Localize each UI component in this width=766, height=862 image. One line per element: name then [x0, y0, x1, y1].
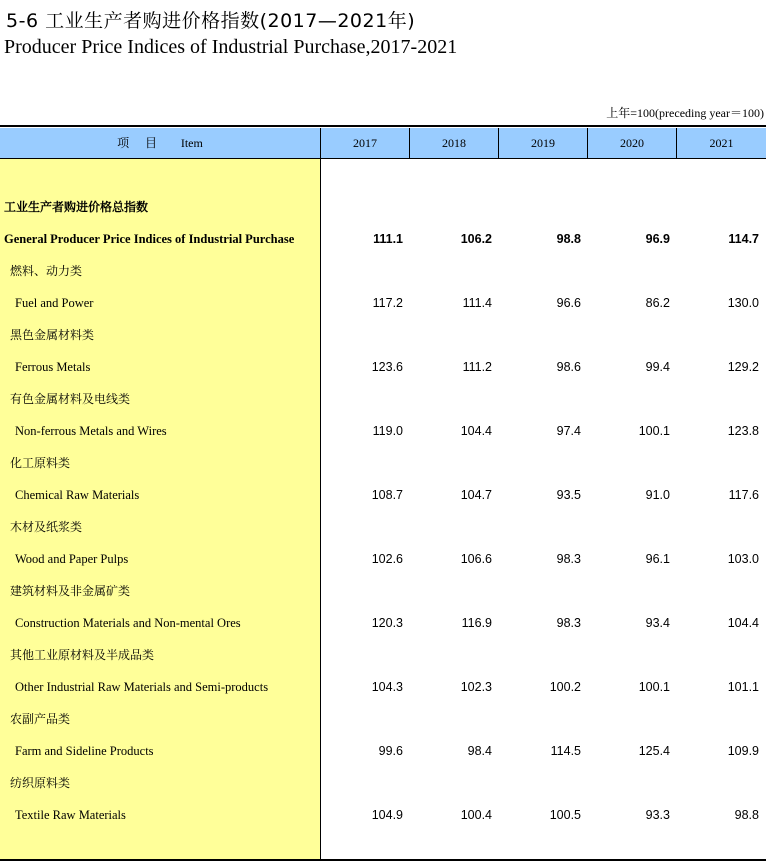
value-cell-2017: 119.0	[372, 424, 403, 438]
value-cell-2017: 120.3	[371, 616, 403, 630]
value-cell-2017: 117.2	[372, 296, 403, 310]
row-label-english: Fuel and Power	[15, 296, 94, 310]
table-top-rule	[0, 125, 766, 127]
header-item-en: Item	[180, 136, 203, 150]
row-label-english: Non-ferrous Metals and Wires	[15, 424, 167, 438]
table-row-label-cn	[0, 767, 766, 799]
row-label-chinese: 有色金属材料及电线类	[10, 392, 131, 406]
table-row	[0, 287, 766, 319]
value-cell-2021: 114.7	[728, 232, 759, 246]
value-cell-2021: 103.0	[727, 552, 759, 566]
value-cell-2020: 86.2	[645, 296, 670, 310]
table-row	[0, 671, 766, 703]
page-title-english: Producer Price Indices of Industrial Purchase,2017-2021	[4, 36, 458, 58]
table-row-label-cn	[0, 255, 766, 287]
value-cell-2017: 102.6	[371, 552, 403, 566]
row-label-english: Farm and Sideline Products	[15, 744, 154, 758]
value-cell-2020: 93.4	[645, 616, 670, 630]
value-cell-2021: 129.2	[727, 360, 759, 374]
header-year-2020: 2020	[588, 128, 677, 158]
value-cell-2020: 100.1	[638, 424, 670, 438]
row-label-english: Chemical Raw Materials	[15, 488, 140, 502]
value-cell-2019: 97.4	[556, 424, 581, 438]
value-cell-2018: 106.6	[460, 552, 492, 566]
row-label-chinese: 纺织原料类	[10, 776, 71, 790]
row-label-english: Other Industrial Raw Materials and Semi-products	[15, 680, 269, 694]
table-row-label-cn	[0, 703, 766, 735]
row-label-chinese: 农副产品类	[10, 712, 71, 726]
value-cell-2020: 125.4	[638, 744, 670, 758]
table-row-label-cn	[0, 639, 766, 671]
value-cell-2018: 116.9	[461, 616, 492, 630]
table-row	[0, 223, 766, 255]
value-cell-2021: 98.8	[734, 808, 759, 822]
value-cell-2018: 111.4	[462, 296, 492, 310]
row-label-chinese: 其他工业原材料及半成品类	[10, 648, 155, 662]
value-cell-2020: 91.0	[645, 488, 670, 502]
row-label-chinese: 黑色金属材料类	[10, 328, 95, 342]
value-cell-2017: 104.9	[371, 808, 403, 822]
value-cell-2018: 111.2	[462, 360, 492, 374]
value-cell-2019: 98.8	[556, 232, 581, 246]
value-cell-2020: 96.9	[645, 232, 670, 246]
row-label-chinese: 木材及纸浆类	[10, 520, 83, 534]
table-row-label-cn	[0, 383, 766, 415]
value-cell-2017: 123.6	[371, 360, 403, 374]
value-cell-2019: 114.5	[550, 744, 581, 758]
table-row-label-cn	[0, 191, 766, 223]
value-cell-2018: 106.2	[460, 232, 492, 246]
header-item-cell	[0, 128, 321, 158]
page-title-chinese: 5-6 工业生产者购进价格指数(2017—2021年)	[6, 10, 416, 32]
row-label-english: Ferrous Metals	[15, 360, 91, 374]
value-cell-2021: 109.9	[727, 744, 759, 758]
value-cell-2017: 104.3	[371, 680, 403, 694]
value-cell-2018: 100.4	[460, 808, 492, 822]
row-label-english: General Producer Price Indices of Industrial Purchase	[4, 232, 295, 246]
table-row-label-cn	[0, 575, 766, 607]
table-bottom-rule	[0, 859, 766, 861]
value-cell-2021: 104.4	[727, 616, 759, 630]
value-cell-2019: 96.6	[556, 296, 581, 310]
table-row	[0, 479, 766, 511]
table-row	[0, 543, 766, 575]
table-row	[0, 415, 766, 447]
header-year-2018: 2018	[410, 128, 499, 158]
value-cell-2019: 98.6	[556, 360, 581, 374]
value-cell-2019: 93.5	[556, 488, 581, 502]
table-row-label-cn	[0, 319, 766, 351]
table-row-label-cn	[0, 447, 766, 479]
base-note: 上年=100(preceding year＝100)	[606, 106, 764, 120]
row-label-english: Wood and Paper Pulps	[15, 552, 129, 566]
value-cell-2021: 117.6	[728, 488, 759, 502]
value-cell-2021: 101.1	[727, 680, 759, 694]
value-cell-2019: 98.3	[556, 552, 581, 566]
value-cell-2020: 93.3	[645, 808, 670, 822]
header-year-2021: 2021	[709, 136, 734, 150]
row-label-english: Construction Materials and Non-mental Ores	[15, 616, 241, 630]
value-cell-2020: 96.1	[645, 552, 670, 566]
table-row-label-cn	[0, 511, 766, 543]
header-year-2017: 2017	[321, 128, 410, 158]
row-label-chinese: 化工原料类	[10, 456, 71, 470]
row-label-chinese: 建筑材料及非金属矿类	[10, 584, 131, 598]
value-cell-2018: 102.3	[460, 680, 492, 694]
header-year-2019: 2019	[499, 128, 588, 158]
value-cell-2018: 104.7	[460, 488, 492, 502]
value-cell-2021: 123.8	[727, 424, 759, 438]
value-cell-2018: 104.4	[460, 424, 492, 438]
value-cell-2018: 98.4	[467, 744, 492, 758]
value-cell-2019: 98.3	[556, 616, 581, 630]
table-row	[0, 735, 766, 767]
value-cell-2020: 99.4	[645, 360, 670, 374]
table-row	[0, 351, 766, 383]
row-label-chinese: 工业生产者购进价格总指数	[4, 200, 149, 214]
table-row	[0, 607, 766, 639]
value-cell-2019: 100.5	[549, 808, 581, 822]
row-label-english: Textile Raw Materials	[15, 808, 126, 822]
value-cell-2021: 130.0	[727, 296, 759, 310]
value-cell-2019: 100.2	[549, 680, 581, 694]
value-cell-2020: 100.1	[638, 680, 670, 694]
value-cell-2017: 111.1	[373, 232, 403, 246]
table-row	[0, 799, 766, 831]
value-cell-2017: 108.7	[371, 488, 403, 502]
table-header	[0, 128, 766, 159]
row-label-chinese: 燃料、动力类	[10, 264, 83, 278]
header-item-cn: 项 目	[117, 136, 163, 150]
value-cell-2017: 99.6	[378, 744, 403, 758]
